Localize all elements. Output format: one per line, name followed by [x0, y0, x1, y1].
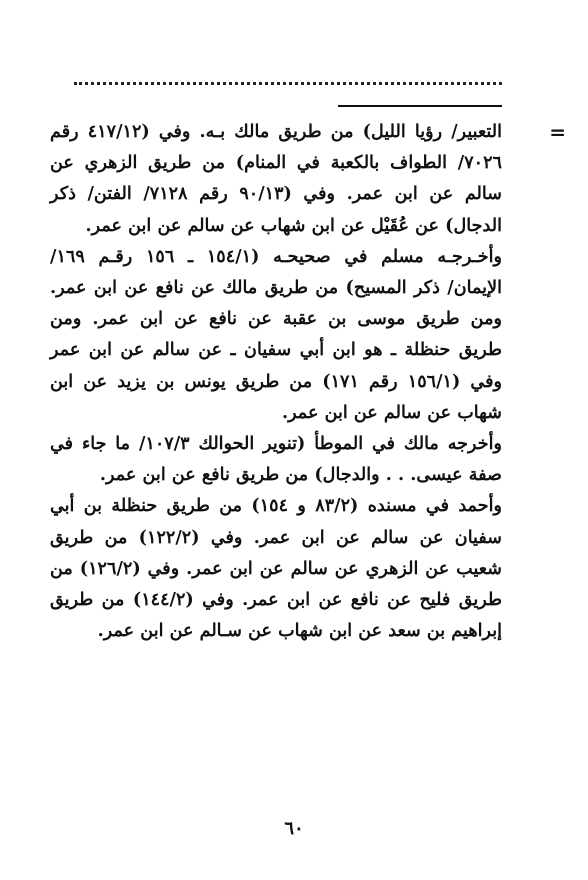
footnote-body	[50, 116, 502, 646]
paragraph-2: وأخـرجـه مسلم في صحيحـه (١٥٤/١ ـ ١٥٦ رقـم ١٦٩/ الإيمان/ ذكر المسيح) من طريق مالك عن نافع عن ابن عمر. ومن طريق موسى بن عقبة عن نافع عن ابن عمر. ومن طريق حنظلة ـ هو ابن أبي سفيان ـ عن سالم عن ابن عمر وفي (١٥٦/١ رقم ١٧١) من طريق يونس بن يزيد عن ابن شهاب عن سالم عن ابن عمر.	[50, 245, 503, 423]
paragraph-1: التعبير/ رؤيا الليل) من طريق مالك بـه. وفي (٤١٧/١٢ رقم ٧٠٢٦/ الطواف بالكعبة في المنام) من طريق الزهري عن سالم عن ابن عمر. وفي (٩٠/١٣ رقم ٧١٢٨/ الفتن/ ذكر الدجال) عن عُقَيْل عن ابن شهاب عن سالم عن ابن عمر.	[50, 121, 502, 236]
paragraph-3: وأخرجه مالك في الموطأ (تنوير الحوالك ١٠٧/٣/ ما جاء في صفة عيسى. . . والدجال) من طريق نافع عن ابن عمر.	[50, 433, 502, 486]
dotted-separator	[74, 82, 502, 85]
page-number: ٦٠	[284, 818, 304, 839]
footnote-rule	[338, 105, 502, 107]
paragraph-4: وأحمد في مسنده (٨٣/٢ و ١٥٤) من طريق حنظلة بن أبي سفيان عن سالم عن ابن عمر. وفي (١٢٢/٢) من طريق شعيب عن الزهري عن سالم عن ابن عمر. وفي (١٢٦/٢) من طريق فليح عن نافع عن ابن عمر. وفي (١٤٤/٢) من طريق إبراهيم بن سعد عن ابن شهاب عن سـالم عن ابن عمر.	[50, 495, 503, 642]
footnote-continuation-mark: =	[549, 120, 566, 144]
